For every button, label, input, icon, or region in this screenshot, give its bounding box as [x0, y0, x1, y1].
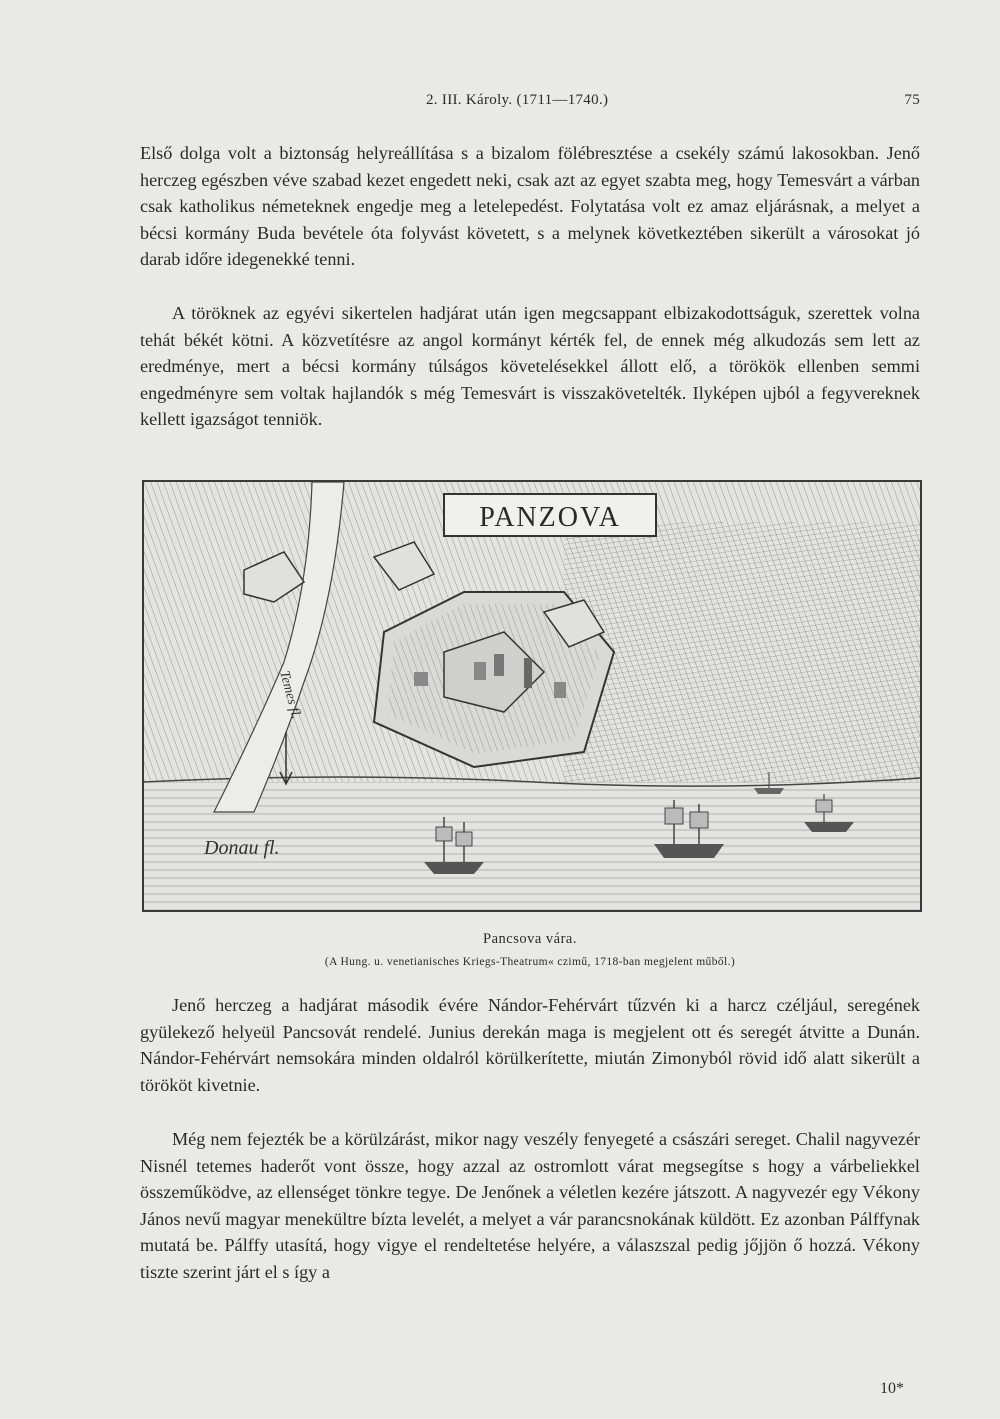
building [554, 682, 566, 698]
building [494, 654, 504, 676]
figure-caption: Pancsova vára. [483, 931, 577, 947]
paragraph-2: A töröknek az egyévi sikertelen hadjárat után igen megcsappant elbizakodottságuk, szerettek volna tehát békét kötni. A közvetítésre az angol kormányt kérték fel, de ennek még alkudozás sem lett az eredménye, mert a bécsi kormány túlságos követelésekkel állott elő, a törökök ellenben semmi engedményre sem voltak hajlandók s még Temesvárt is visszakövetelték. Ilyképen ujból a fegyvereknek kellett igazságot tenniök. [140, 303, 920, 430]
paragraph-3: Jenő herczeg a hadjárat második évére Nándor-Fehérvárt tűzvén ki a harcz czéljául, seregének gyülekező helyeül Pancsovát rendelé. Junius derekán maga is megjelent ott és seregét átvitte a Dunán. Nándor-Fehérvárt nemsokára minden oldalról körülkerítette, miután Zimonyból rövid idő alatt sikerült a törököt kivetnie. [140, 995, 920, 1095]
paragraph-1: Első dolga volt a biztonság helyreállítása s a bizalom fölébresztése a csekély számú lakosokban. Jenő herczeg egészben véve szabad kezet engedett neki, csak azt az egyet szabta meg, hogy Temesvárt a várban csak katholikus németeknek engedje meg a letelepedést. Folytatása volt ez amaz eljárásnak, a melyet a bécsi kormány Buda bevétele óta folyvást követett, s a melynek következtében sikerült a városokat jó darab időre idegenekké tenni. [140, 143, 920, 270]
hill-hatching [564, 522, 920, 782]
figure-source-note: (A Hung. u. venetianisches Kriegs-Theatrum« czimű, 1718-ban megjelent műből.) [324, 956, 736, 968]
page-number: 75 [904, 92, 920, 108]
signature-mark: 10* [880, 1380, 904, 1397]
paragraph-4: Még nem fejezték be a körülzárást, mikor nagy veszély fenyegeté a császári sereget. Chalil nagyvezér Nisnél tetemes haderőt vont össze, hogy azzal az ostromlott várat megsegítse s hogy a várbeliekkel összeműködve, az ellenséget tönkre tegye. De Jenőnek a véletlen kezére játszott. A nagyvezér egy Vékony János nevű magyar menekültre bízta levelét, a melyet a vár parancsnokának küldött. Ez azonban Pálffynak mutatá be. Pálffy utasítá, hogy vigye el rendeltetése helyére, a válaszszal pedig jőjjön ő hozzá. Vékony tiszte szerint járt el s így a [140, 1129, 920, 1282]
building [474, 662, 486, 680]
banner-text: PANZOVA [479, 502, 621, 533]
engraving-illustration [144, 482, 920, 910]
chapter-title: 2. III. Károly. (1711—1740.) [426, 92, 609, 108]
donau-label: Donau fl. [204, 837, 280, 859]
building [414, 672, 428, 686]
church-tower [524, 658, 532, 688]
engraving-pancsova-fortress [142, 480, 922, 912]
temes-label: Temes fl. [276, 669, 304, 721]
